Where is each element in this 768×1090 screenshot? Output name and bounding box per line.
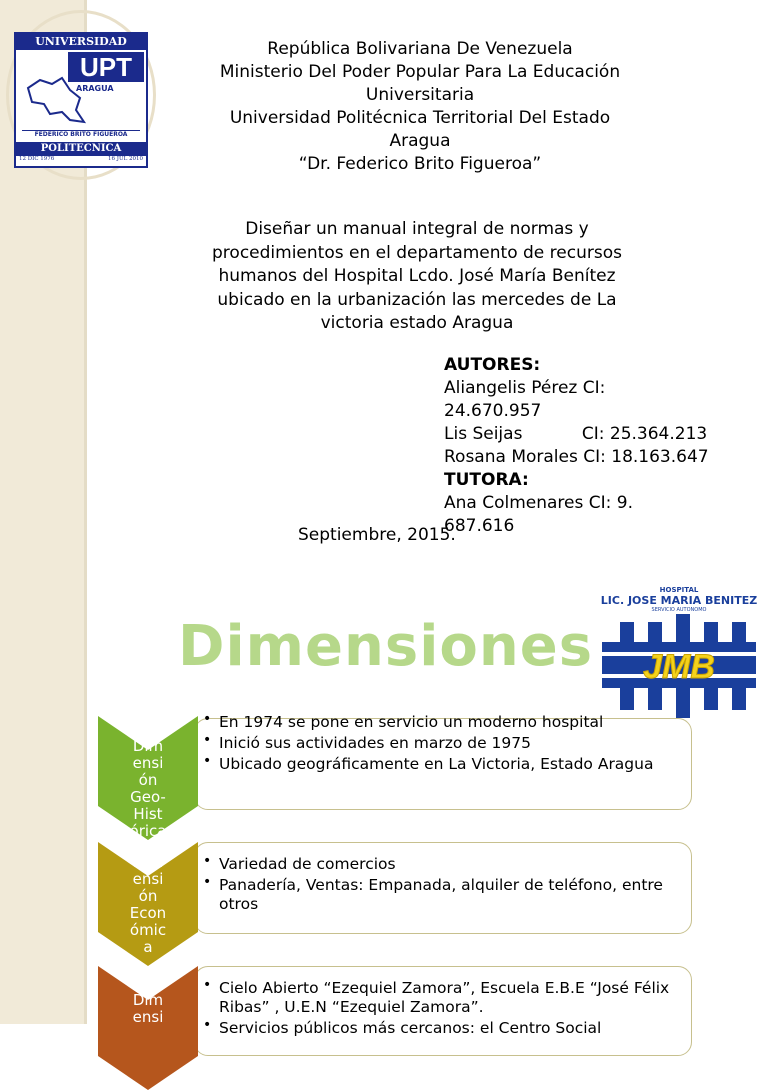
dimension-label bbox=[98, 992, 198, 1026]
author-entry: Rosana Morales CI: 18.163.647 bbox=[444, 447, 709, 467]
dimension-bullet: • Panadería, Ventas: Empanada, alquiler de teléfono, entre otros bbox=[219, 876, 681, 914]
tutor-heading: TUTORA: bbox=[444, 470, 529, 490]
logo-bottom-text: POLITECNICA bbox=[16, 142, 146, 156]
logo-state: ARAGUA bbox=[76, 84, 114, 93]
author-entry: Aliangelis Pérez CI: 24.670.957 bbox=[444, 378, 606, 421]
dimension-bullet: • Ubicado geográficamente en La Victoria, Estado Aragua bbox=[219, 755, 681, 774]
chevron-shape bbox=[98, 966, 198, 1090]
header-line: Universidad Politécnica Territorial Del Estado bbox=[229, 108, 611, 128]
title-line: ubicado en la urbanización las mercedes de La bbox=[217, 289, 617, 310]
title-line: procedimientos en el departamento de recursos bbox=[212, 242, 622, 263]
authors-heading: AUTORES: bbox=[444, 355, 541, 375]
dimension-bullet: • Inició sus actividades en marzo de 1975 bbox=[219, 734, 681, 753]
dimension-label bbox=[98, 738, 198, 840]
dimension-content-box bbox=[194, 713, 692, 810]
hospital-logo-service: SERVICIO AUTONOMO bbox=[651, 607, 707, 613]
dimension-label-line: ómic bbox=[129, 921, 167, 939]
dimension-bullet: • En 1974 se pone en servicio un moderno hospital bbox=[219, 713, 681, 732]
dimension-label-line: Hist bbox=[133, 805, 163, 823]
dimension-label-line: ón bbox=[138, 771, 158, 789]
section-title: Dimensiones bbox=[178, 614, 594, 679]
hospital-logo bbox=[600, 584, 758, 720]
dimension-label-line: ensi bbox=[132, 1008, 164, 1026]
thesis-title bbox=[180, 218, 654, 336]
dimension-bullet-list bbox=[195, 979, 691, 1038]
logo-date-right: 16 JUL 2010 bbox=[108, 156, 143, 162]
hospital-emblem-icon bbox=[602, 614, 756, 718]
dimension-chevron bbox=[98, 716, 198, 840]
dimension-label-line: Dim bbox=[132, 737, 164, 755]
dimension-label-line: ón bbox=[138, 887, 158, 905]
dimension-label-line: a bbox=[143, 938, 153, 956]
dimension-bullet: • Cielo Abierto “Ezequiel Zamora”, Escuela E.B.E “José Félix Ribas” , U.E.N “Ezequiel Zamora”. bbox=[219, 979, 681, 1017]
tutor-entry: Ana Colmenares CI: 9. 687.616 bbox=[444, 493, 634, 536]
dimension-label-line: ensi bbox=[132, 870, 164, 888]
dimension-label bbox=[98, 854, 198, 956]
hospital-logo-name: LIC. JOSE MARIA BENITEZ bbox=[600, 594, 758, 607]
dimension-chevron bbox=[98, 966, 198, 1090]
hospital-logo-small: HOSPITAL bbox=[659, 586, 699, 594]
logo-dates bbox=[16, 156, 146, 166]
presentation-date: Septiembre, 2015. bbox=[298, 525, 456, 545]
university-logo bbox=[14, 32, 148, 168]
institution-header bbox=[180, 38, 660, 176]
header-line: República Bolivariana De Venezuela bbox=[267, 39, 573, 59]
logo-acronym: UPT bbox=[68, 52, 144, 82]
author-entry: Lis Seijas CI: 25.364.213 bbox=[444, 424, 708, 444]
authors-block bbox=[444, 354, 764, 538]
dimension-bullet: • Servicios públicos más cercanos: el Centro Social bbox=[219, 1019, 681, 1038]
hospital-emblem-mark: JMB bbox=[643, 648, 715, 686]
dimension-label-line: Econ bbox=[129, 904, 167, 922]
dimension-content-box bbox=[194, 966, 692, 1056]
header-line: “Dr. Federico Brito Figueroa” bbox=[298, 154, 542, 174]
header-line: Universitaria bbox=[365, 85, 475, 105]
dimension-content-box bbox=[194, 842, 692, 934]
dimension-label-line: Geo- bbox=[130, 788, 166, 806]
chevron-fill bbox=[98, 966, 198, 1090]
dimension-label-line: órica bbox=[129, 822, 167, 840]
dimension-label-line: ensi bbox=[132, 754, 164, 772]
logo-date-left: 12 DIC 1976 bbox=[19, 156, 55, 162]
title-line: Diseñar un manual integral de normas y bbox=[245, 219, 589, 239]
aragua-map-icon bbox=[22, 68, 92, 128]
title-line: victoria estado Aragua bbox=[320, 313, 514, 333]
header-line: Ministerio Del Poder Popular Para La Educación bbox=[219, 62, 621, 82]
header-line: Aragua bbox=[389, 131, 451, 151]
dimension-bullet-list bbox=[195, 713, 691, 774]
dimension-label-line: Dim bbox=[132, 853, 164, 871]
dimension-chevron bbox=[98, 842, 198, 966]
logo-top-text: UNIVERSIDAD bbox=[16, 34, 146, 50]
title-line: humanos del Hospital Lcdo. José María Benítez bbox=[218, 266, 616, 286]
dimension-bullet-list bbox=[195, 855, 691, 914]
dimension-label-line: Dim bbox=[132, 991, 164, 1009]
dimension-bullet: • Variedad de comercios bbox=[219, 855, 681, 874]
logo-name: FEDERICO BRITO FIGUEROA bbox=[22, 130, 140, 141]
